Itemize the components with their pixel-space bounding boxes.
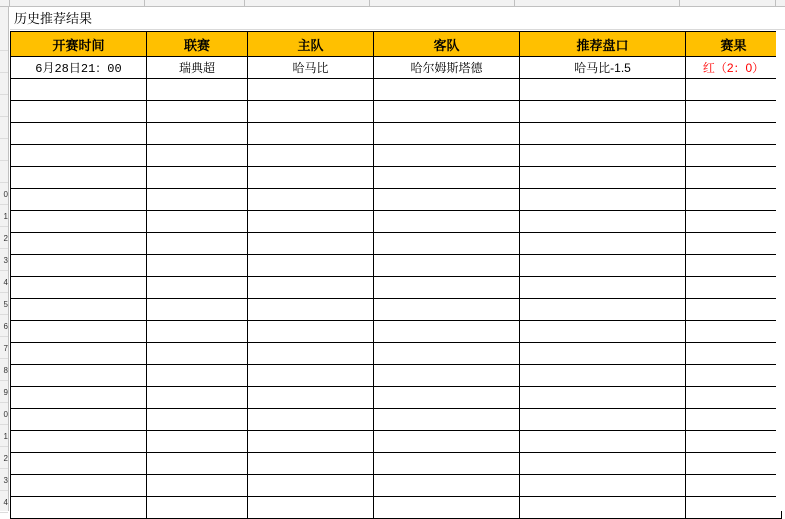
cell-empty[interactable] [11, 123, 147, 145]
column-header-result[interactable]: 赛果 [686, 32, 782, 57]
cell-empty[interactable] [374, 255, 520, 277]
cell-empty[interactable] [11, 409, 147, 431]
cell-empty[interactable] [520, 211, 686, 233]
cell-empty[interactable] [686, 497, 782, 519]
cell-empty[interactable] [11, 365, 147, 387]
cell-empty[interactable] [248, 343, 374, 365]
cell-empty[interactable] [147, 365, 248, 387]
column-divider [679, 0, 680, 7]
table-row-empty[interactable] [11, 387, 782, 409]
row-number[interactable]: 3 [0, 470, 8, 491]
cell-empty[interactable] [374, 233, 520, 255]
table-row-empty[interactable] [11, 211, 782, 233]
cell-empty[interactable] [520, 343, 686, 365]
cell-empty[interactable] [11, 387, 147, 409]
cell-empty[interactable] [520, 167, 686, 189]
cell-empty[interactable] [147, 497, 248, 519]
cell-empty[interactable] [374, 497, 520, 519]
column-divider [144, 0, 145, 7]
cell-empty[interactable] [686, 299, 782, 321]
cell-empty[interactable] [686, 211, 782, 233]
row-number[interactable]: 1 [0, 206, 8, 227]
cell-empty[interactable] [11, 431, 147, 453]
cell-empty[interactable] [11, 299, 147, 321]
cell-empty[interactable] [248, 277, 374, 299]
column-header-home-team[interactable]: 主队 [248, 32, 374, 57]
cell-empty[interactable] [520, 145, 686, 167]
row-number[interactable]: 6 [0, 316, 8, 337]
cell-empty[interactable] [147, 101, 248, 123]
cell-empty[interactable] [374, 277, 520, 299]
cell-empty[interactable] [248, 409, 374, 431]
table-row-empty[interactable] [11, 475, 782, 497]
row-number[interactable]: 5 [0, 294, 8, 315]
cell-home-team[interactable]: 哈马比 [248, 57, 374, 79]
cell-empty[interactable] [147, 409, 248, 431]
cell-empty[interactable] [520, 409, 686, 431]
cell-empty[interactable] [686, 343, 782, 365]
column-header-start-time[interactable]: 开赛时间 [11, 32, 147, 57]
cell-empty[interactable] [147, 145, 248, 167]
cell-empty[interactable] [520, 475, 686, 497]
row-number[interactable] [0, 30, 8, 51]
row-number[interactable]: 0 [0, 404, 8, 425]
cell-empty[interactable] [248, 299, 374, 321]
cell-empty[interactable] [374, 321, 520, 343]
column-divider [244, 0, 245, 7]
cell-empty[interactable] [248, 431, 374, 453]
row-number[interactable]: 2 [0, 228, 8, 249]
cell-empty[interactable] [248, 189, 374, 211]
cell-empty[interactable] [686, 409, 782, 431]
row-number[interactable]: 8 [0, 360, 8, 381]
cell-empty[interactable] [11, 277, 147, 299]
cell-league[interactable]: 瑞典超 [147, 57, 248, 79]
row-number[interactable]: 9 [0, 382, 8, 403]
table-row-empty[interactable] [11, 167, 782, 189]
row-number[interactable]: 0 [0, 184, 8, 205]
cell-empty[interactable] [374, 79, 520, 101]
cell-empty[interactable] [374, 101, 520, 123]
spreadsheet-area[interactable] [10, 7, 785, 511]
cell-empty[interactable] [11, 101, 147, 123]
table-row-empty[interactable] [11, 431, 782, 453]
cell-empty[interactable] [11, 233, 147, 255]
cell-empty[interactable] [248, 475, 374, 497]
row-number[interactable] [0, 96, 8, 117]
cell-empty[interactable] [147, 431, 248, 453]
cell-empty[interactable] [147, 277, 248, 299]
cell-empty[interactable] [248, 211, 374, 233]
column-header-strip[interactable] [0, 0, 785, 7]
row-number[interactable] [0, 140, 8, 161]
cell-empty[interactable] [248, 365, 374, 387]
column-divider [369, 0, 370, 7]
cell-empty[interactable] [520, 299, 686, 321]
cell-empty[interactable] [147, 453, 248, 475]
cell-empty[interactable] [11, 321, 147, 343]
cell-empty[interactable] [147, 123, 248, 145]
cell-empty[interactable] [11, 79, 147, 101]
cell-empty[interactable] [248, 167, 374, 189]
cell-empty[interactable] [374, 431, 520, 453]
cell-empty[interactable] [686, 475, 782, 497]
cell-start-time[interactable]: 6月28日21：00 [11, 57, 147, 79]
cell-empty[interactable] [520, 497, 686, 519]
cell-empty[interactable] [686, 145, 782, 167]
column-divider [9, 0, 10, 7]
cell-empty[interactable] [686, 387, 782, 409]
row-number[interactable]: 7 [0, 338, 8, 359]
cell-empty[interactable] [520, 387, 686, 409]
cell-empty[interactable] [147, 189, 248, 211]
cell-empty[interactable] [11, 211, 147, 233]
table-row-empty[interactable] [11, 409, 782, 431]
cell-empty[interactable] [520, 277, 686, 299]
cell-empty[interactable] [520, 365, 686, 387]
table-row-empty[interactable] [11, 255, 782, 277]
cell-empty[interactable] [11, 167, 147, 189]
cell-empty[interactable] [248, 101, 374, 123]
cell-empty[interactable] [248, 387, 374, 409]
table-row-empty[interactable] [11, 145, 782, 167]
cell-empty[interactable] [520, 321, 686, 343]
row-number[interactable] [0, 162, 8, 183]
cell-empty[interactable] [248, 321, 374, 343]
page-title: 历史推荐结果 [14, 11, 93, 26]
cell-empty[interactable] [520, 233, 686, 255]
cell-empty[interactable] [374, 365, 520, 387]
cell-empty[interactable] [520, 101, 686, 123]
cell-empty[interactable] [686, 321, 782, 343]
cell-empty[interactable] [147, 79, 248, 101]
cell-empty[interactable] [520, 431, 686, 453]
cell-empty[interactable] [520, 255, 686, 277]
right-padding-area [776, 31, 785, 511]
cell-empty[interactable] [11, 189, 147, 211]
cell-result[interactable]: 红（2：0） [686, 57, 782, 79]
cell-empty[interactable] [374, 211, 520, 233]
cell-empty[interactable] [686, 167, 782, 189]
cell-empty[interactable] [248, 79, 374, 101]
cell-empty[interactable] [11, 343, 147, 365]
cell-empty[interactable] [374, 189, 520, 211]
cell-empty[interactable] [11, 497, 147, 519]
row-number[interactable]: 2 [0, 448, 8, 469]
cell-empty[interactable] [686, 453, 782, 475]
table-row-empty[interactable] [11, 123, 782, 145]
row-number[interactable] [0, 118, 8, 139]
cell-empty[interactable] [147, 299, 248, 321]
cell-empty[interactable] [374, 167, 520, 189]
row-number[interactable] [0, 52, 8, 73]
cell-empty[interactable] [248, 145, 374, 167]
cell-empty[interactable] [686, 79, 782, 101]
row-number[interactable]: 4 [0, 492, 8, 513]
cell-empty[interactable] [686, 277, 782, 299]
cell-empty[interactable] [147, 321, 248, 343]
cell-pick[interactable]: 哈马比-1.5 [520, 57, 686, 79]
row-number-gutter[interactable] [0, 7, 9, 511]
cell-empty[interactable] [374, 409, 520, 431]
row-number[interactable] [0, 74, 8, 95]
cell-empty[interactable] [147, 167, 248, 189]
cell-empty[interactable] [11, 255, 147, 277]
cell-empty[interactable] [374, 453, 520, 475]
cell-empty[interactable] [11, 453, 147, 475]
cell-empty[interactable] [248, 255, 374, 277]
cell-empty[interactable] [147, 343, 248, 365]
cell-empty[interactable] [686, 255, 782, 277]
cell-empty[interactable] [520, 453, 686, 475]
table-row-empty[interactable] [11, 189, 782, 211]
column-header-away-team[interactable]: 客队 [374, 32, 520, 57]
cell-empty[interactable] [520, 123, 686, 145]
cell-empty[interactable] [686, 189, 782, 211]
cell-empty[interactable] [147, 211, 248, 233]
cell-empty[interactable] [147, 387, 248, 409]
column-divider [775, 0, 776, 7]
cell-empty[interactable] [686, 365, 782, 387]
table-body[interactable] [11, 57, 782, 519]
table-row-empty[interactable] [11, 497, 782, 519]
table-row-empty[interactable] [11, 79, 782, 101]
history-results-table[interactable] [10, 31, 782, 519]
cell-empty[interactable] [11, 145, 147, 167]
table-row-empty[interactable] [11, 101, 782, 123]
cell-empty[interactable] [374, 145, 520, 167]
cell-empty[interactable] [248, 123, 374, 145]
cell-away-team[interactable]: 哈尔姆斯塔德 [374, 57, 520, 79]
table-row-empty[interactable] [11, 299, 782, 321]
cell-empty[interactable] [520, 79, 686, 101]
table-row-empty[interactable] [11, 453, 782, 475]
cell-empty[interactable] [147, 255, 248, 277]
row-number[interactable]: 1 [0, 426, 8, 447]
row-number[interactable]: 4 [0, 272, 8, 293]
table-row-empty[interactable] [11, 321, 782, 343]
cell-empty[interactable] [520, 189, 686, 211]
cell-empty[interactable] [686, 123, 782, 145]
table-row-empty[interactable] [11, 233, 782, 255]
cell-empty[interactable] [686, 101, 782, 123]
cell-empty[interactable] [374, 299, 520, 321]
cell-empty[interactable] [248, 453, 374, 475]
cell-empty[interactable] [374, 343, 520, 365]
cell-empty[interactable] [374, 475, 520, 497]
cell-empty[interactable] [11, 475, 147, 497]
cell-empty[interactable] [686, 233, 782, 255]
cell-empty[interactable] [686, 431, 782, 453]
table-header-row [11, 32, 782, 57]
title-row [10, 7, 785, 30]
column-divider [514, 0, 515, 7]
table-row-empty[interactable] [11, 343, 782, 365]
cell-empty[interactable] [248, 497, 374, 519]
table-row[interactable] [11, 57, 782, 79]
cell-empty[interactable] [374, 123, 520, 145]
table-row-empty[interactable] [11, 365, 782, 387]
column-header-pick[interactable]: 推荐盘口 [520, 32, 686, 57]
cell-empty[interactable] [248, 233, 374, 255]
cell-empty[interactable] [147, 233, 248, 255]
row-number[interactable]: 3 [0, 250, 8, 271]
cell-empty[interactable] [374, 387, 520, 409]
column-header-league[interactable]: 联赛 [147, 32, 248, 57]
table-row-empty[interactable] [11, 277, 782, 299]
cell-empty[interactable] [147, 475, 248, 497]
